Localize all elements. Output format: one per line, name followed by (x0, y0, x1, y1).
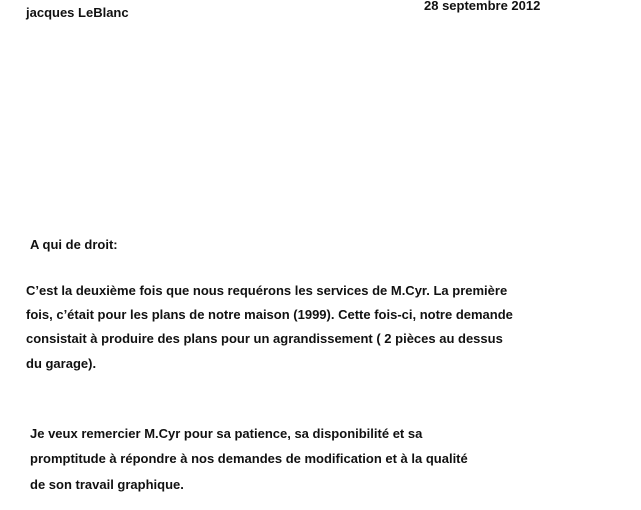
paragraph-line: consistait à produire des plans pour un agrandissement ( 2 pièces au dessus (26, 331, 503, 346)
paragraph-line: C’est la deuxième fois que nous requérons les services de M.Cyr. La première (26, 283, 508, 298)
paragraph-line: fois, c’était pour les plans de notre maison (1999). Cette fois-ci, notre demande (26, 307, 513, 322)
letter-date: 28 septembre 2012 (424, 0, 541, 13)
paragraph-line: promptitude à répondre à nos demandes de modification et à la qualité (30, 451, 468, 466)
paragraph-line: de son travail graphique. (30, 477, 184, 492)
paragraph-line: du garage). (26, 356, 97, 371)
sender-name: jacques LeBlanc (26, 5, 129, 20)
salutation: A qui de droit: (30, 237, 118, 252)
paragraph-line: Je veux remercier M.Cyr pour sa patience, sa disponibilité et sa (30, 426, 423, 441)
